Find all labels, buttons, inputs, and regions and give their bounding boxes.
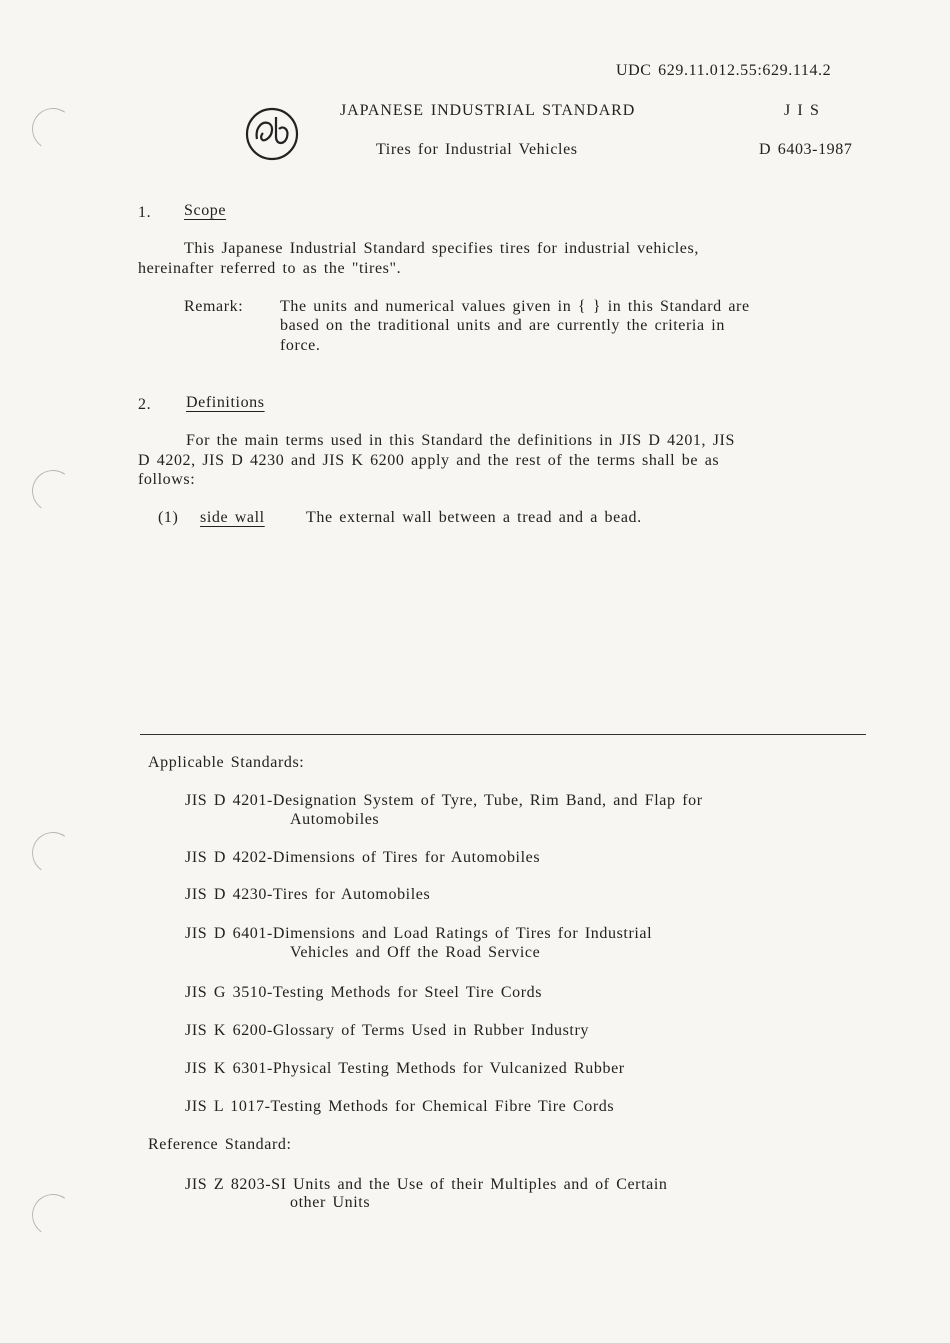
applicable-standard-item: JIS G 3510-Testing Methods for Steel Tire Cords [185, 984, 543, 1001]
applicable-standard-item-cont: Vehicles and Off the Road Service [290, 944, 541, 961]
section-heading-scope: Scope [184, 202, 227, 219]
document-title: Tires for Industrial Vehicles [376, 141, 578, 158]
applicable-standard-item-cont: Automobiles [290, 811, 380, 828]
remark-line: based on the traditional units and are currently the criteria in [280, 317, 725, 334]
applicable-standard-item: JIS K 6200-Glossary of Terms Used in Rubber Industry [185, 1022, 589, 1039]
definition-item-number: (1) [158, 509, 179, 526]
binder-hole-mark [29, 829, 78, 878]
applicable-standard-item: JIS D 4230-Tires for Automobiles [185, 886, 431, 903]
definitions-paragraph-line: D 4202, JIS D 4230 and JIS K 6200 apply and the rest of the terms shall be as [138, 452, 720, 469]
applicable-standards-label: Applicable Standards: [148, 754, 305, 771]
standard-org: JAPANESE INDUSTRIAL STANDARD [340, 102, 636, 119]
definitions-paragraph-line: follows: [138, 471, 196, 488]
binder-hole-mark [29, 105, 78, 154]
applicable-standard-item: JIS L 1017-Testing Methods for Chemical Fibre Tire Cords [185, 1098, 615, 1115]
definition-text: The external wall between a tread and a bead. [306, 509, 642, 526]
reference-standard-label: Reference Standard: [148, 1136, 292, 1153]
jis-logo-icon [243, 103, 301, 165]
reference-standard-item: JIS Z 8203-SI Units and the Use of their Multiples and of Certain [185, 1176, 668, 1193]
jis-mark: J I S [784, 102, 820, 119]
definitions-paragraph-line: For the main terms used in this Standard the definitions in JIS D 4201, JIS [186, 432, 735, 449]
scope-paragraph-line: This Japanese Industrial Standard specifies tires for industrial vehicles, [184, 240, 699, 257]
applicable-standard-item: JIS D 4202-Dimensions of Tires for Automobiles [185, 849, 541, 866]
document-code: D 6403-1987 [759, 141, 853, 158]
section-number: 2. [138, 396, 152, 413]
remark-line: The units and numerical values given in { } in this Standard are [280, 298, 750, 315]
remark-label: Remark: [184, 298, 244, 315]
scope-paragraph-line: hereinafter referred to as the "tires". [138, 260, 402, 277]
reference-standard-item-cont: other Units [290, 1194, 371, 1211]
definition-term-side-wall: side wall [200, 509, 265, 526]
applicable-standard-item: JIS D 6401-Dimensions and Load Ratings of Tires for Industrial [185, 925, 653, 942]
binder-hole-mark [29, 467, 78, 516]
udc-number: UDC 629.11.012.55:629.114.2 [616, 62, 832, 79]
applicable-standard-item: JIS K 6301-Physical Testing Methods for Vulcanized Rubber [185, 1060, 625, 1077]
remark-line: force. [280, 337, 321, 354]
divider-rule [140, 734, 866, 735]
binder-hole-mark [29, 1191, 78, 1240]
applicable-standard-item: JIS D 4201-Designation System of Tyre, Tube, Rim Band, and Flap for [185, 792, 703, 809]
section-number: 1. [138, 204, 152, 221]
section-heading-definitions: Definitions [186, 394, 265, 411]
